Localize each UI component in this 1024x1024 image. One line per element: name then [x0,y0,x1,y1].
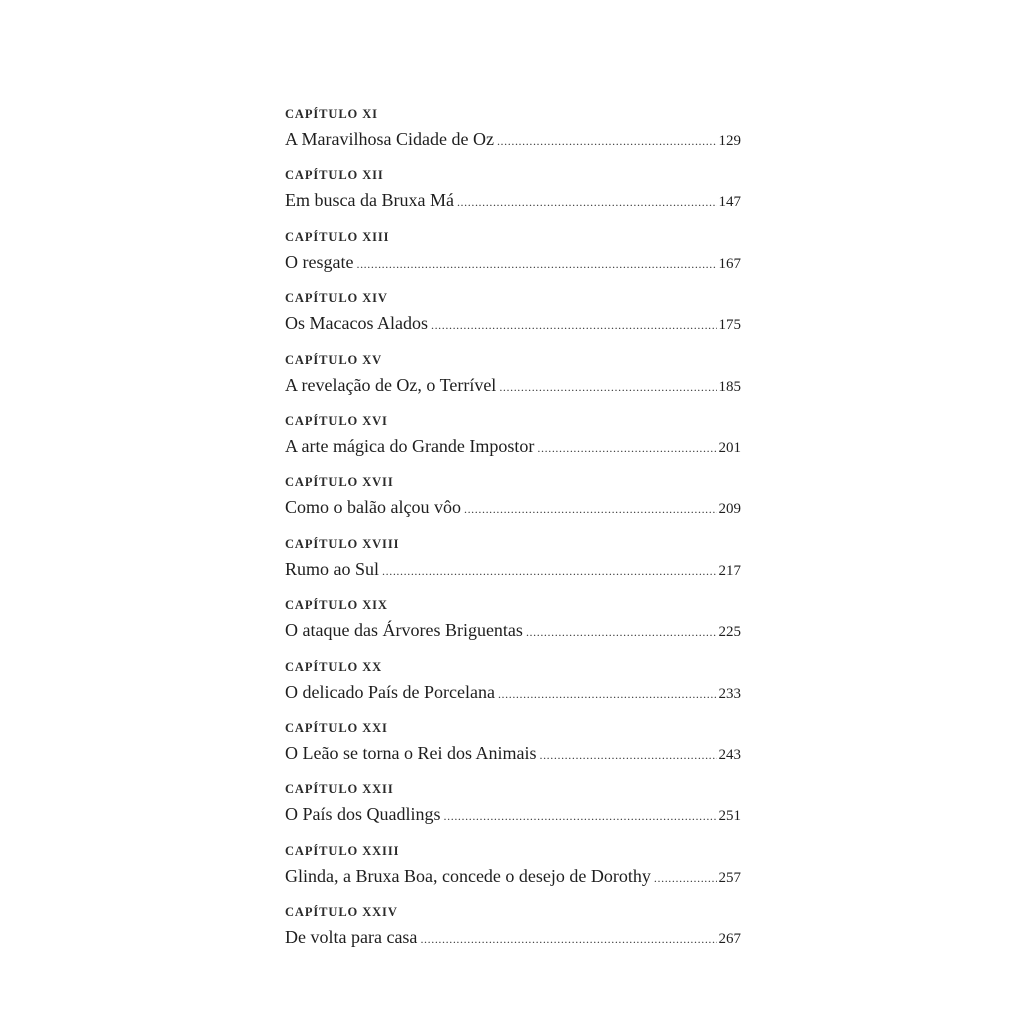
dot-leader [526,625,717,640]
toc-entry-chapter-21 [285,718,741,779]
page-number: 267 [718,931,741,948]
dot-leader [444,809,717,824]
toc-entry-chapter-23 [285,841,741,902]
toc-entry-chapter-24 [285,902,741,963]
dot-leader [382,564,716,579]
page-number: 201 [718,439,741,456]
dot-leader [356,257,716,272]
chapter-title: O País dos Quadlings [285,804,441,825]
toc-entry-chapter-14 [285,288,741,349]
toc-entry-chapter-22 [285,779,741,840]
chapter-label: CAPÍTULO XI [285,107,378,121]
toc-line [285,436,741,457]
chapter-label: CAPÍTULO XIV [285,291,388,306]
page-number: 217 [718,562,741,579]
dot-leader [464,502,717,517]
dot-leader [498,687,717,702]
chapter-title: O ataque das Árvores Briguentas [285,620,523,641]
toc-entry-chapter-19 [285,595,741,656]
toc-line [285,927,741,948]
table-of-contents [285,104,741,963]
toc-line [285,559,741,580]
chapter-label: CAPÍTULO XIII [285,229,390,244]
page-number: 175 [718,317,741,334]
chapter-label: CAPÍTULO XVIII [285,536,400,551]
toc-entry-chapter-16 [285,411,741,472]
page-number: 209 [718,501,741,518]
page-number: 185 [718,378,741,395]
toc-line [285,866,741,887]
toc-line [285,620,741,641]
page-number: 129 [718,133,741,149]
chapter-label: CAPÍTULO XX [285,659,383,674]
toc-line [285,804,741,825]
chapter-title: Os Macacos Alados [285,313,428,334]
toc-entry-chapter-11 [285,104,741,165]
chapter-title: O delicado País de Porcelana [285,681,495,702]
chapter-title: A arte mágica do Grande Impostor [285,435,535,456]
chapter-label: CAPÍTULO XV [285,352,383,367]
chapter-label: CAPÍTULO XXI [285,720,388,735]
toc-entry-chapter-15 [285,350,741,411]
page-number: 225 [718,624,741,641]
page-number: 167 [718,255,741,272]
dot-leader [654,871,717,886]
chapter-title: A Maravilhosa Cidade de Oz [285,129,494,149]
dot-leader [431,318,717,333]
page-number: 233 [718,685,741,702]
page-number: 147 [718,194,741,211]
toc-entry-chapter-18 [285,534,741,595]
toc-entry-chapter-20 [285,657,741,718]
chapter-label: CAPÍTULO XXIII [285,843,400,858]
chapter-label: CAPÍTULO XXIV [285,905,398,920]
chapter-title: Rumo ao Sul [285,558,380,579]
chapter-label: CAPÍTULO XIX [285,598,388,613]
toc-line [285,190,741,211]
page-number: 243 [718,746,741,763]
chapter-label: CAPÍTULO XVI [285,413,388,428]
chapter-label: CAPÍTULO XXII [285,782,394,797]
toc-line [285,252,741,273]
toc-line [285,743,741,764]
page-number: 251 [718,808,741,825]
chapter-label: CAPÍTULO XVII [285,475,394,490]
dot-leader [420,932,716,947]
toc-line [285,497,741,518]
toc-line [285,313,741,334]
dot-leader [457,195,717,210]
dot-leader [539,748,716,763]
chapter-title: De volta para casa [285,927,418,948]
dot-leader [537,441,716,456]
page-number: 257 [718,869,741,886]
dot-leader [499,380,716,395]
toc-line [285,375,741,396]
chapter-title: O resgate [285,251,354,272]
toc-line [285,129,741,150]
dot-leader [497,134,717,149]
chapter-title: Como o balão alçou vôo [285,497,461,518]
toc-entry-chapter-17 [285,472,741,533]
toc-line [285,682,741,703]
chapter-title: Em busca da Bruxa Má [285,190,454,211]
chapter-title: Glinda, a Bruxa Boa, concede o desejo de Dorothy [285,865,651,886]
toc-entry-chapter-12 [285,165,741,226]
chapter-title: O Leão se torna o Rei dos Animais [285,742,537,763]
chapter-title: A revelação de Oz, o Terrível [285,374,497,395]
chapter-label: CAPÍTULO XII [285,168,384,183]
toc-entry-chapter-13 [285,227,741,288]
